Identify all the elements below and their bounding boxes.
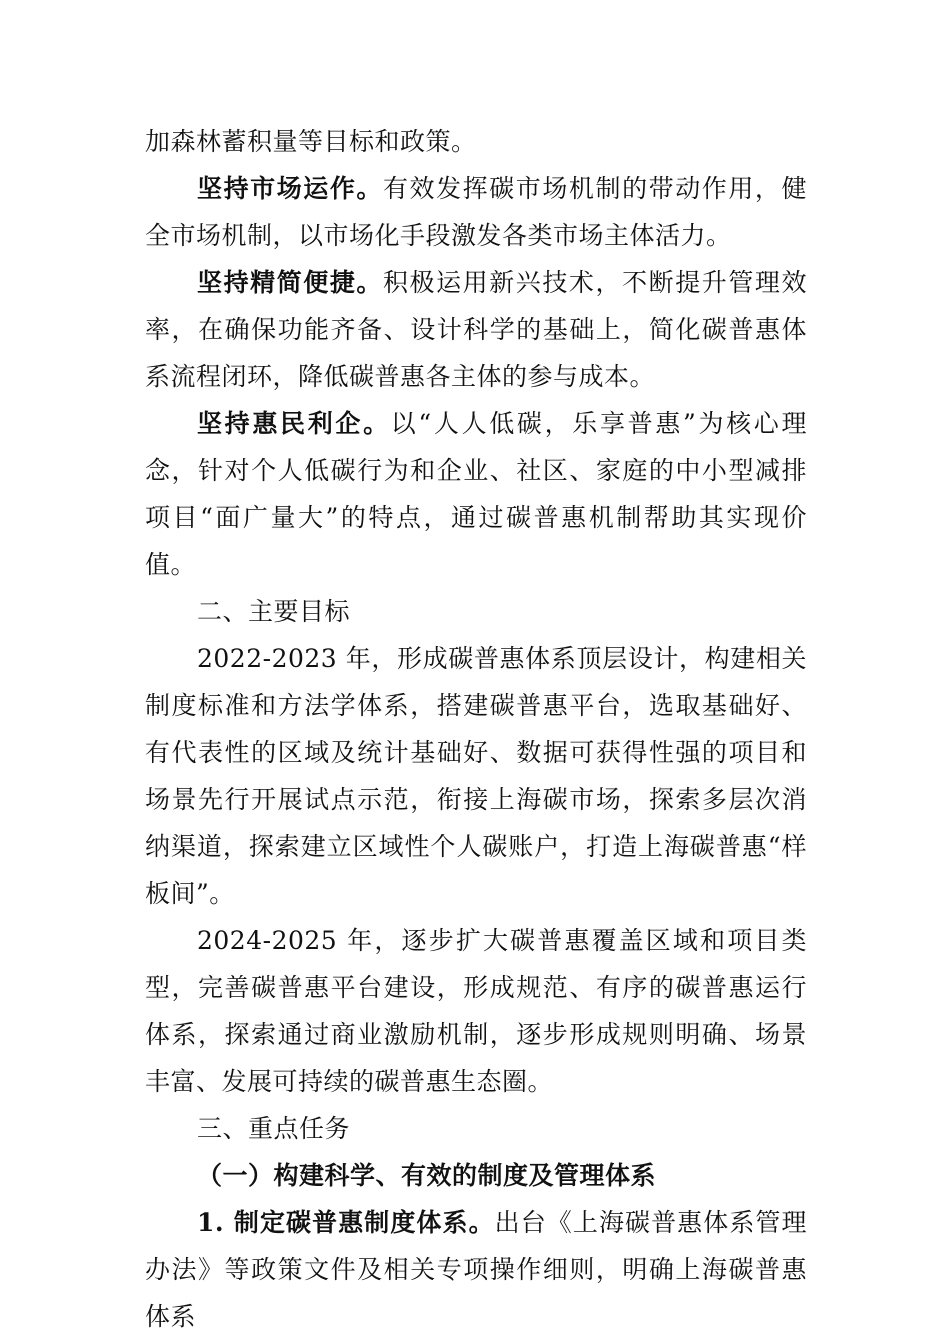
paragraph-lead: 1. 制定碳普惠制度体系。 (197, 1208, 495, 1237)
paragraph-text: 有效发挥碳市场机制的带动作用，健全市场机制，以市场化手段激发各类市场主体活力。 (145, 174, 807, 250)
paragraph-lead: 坚持精简便捷。 (197, 268, 383, 297)
paragraph-item-1 (145, 1199, 807, 1340)
paragraph-benefit (145, 400, 807, 588)
section-heading-tasks: 三、重点任务 (197, 1114, 351, 1143)
document-body (145, 118, 807, 1340)
subsection-heading: （一）构建科学、有效的制度及管理体系 (197, 1161, 657, 1190)
paragraph-market-operation (145, 165, 807, 259)
paragraph-goals-2024: 2024-2025 年，逐步扩大碳普惠覆盖区域和项目类型，完善碳普惠平台建设，形成规范、有序的碳普惠运行体系，探索通过商业激励机制，逐步形成规则明确、场景丰富、发展可持续的碳普惠生态圈。 (145, 926, 807, 1096)
paragraph-text: 积极运用新兴技术，不断提升管理效率，在确保功能齐备、设计科学的基础上，简化碳普惠体系流程闭环，降低碳普惠各主体的参与成本。 (145, 268, 807, 391)
paragraph-text: 以“人人低碳，乐享普惠”为核心理念，针对个人低碳行为和企业、社区、家庭的中小型减排项目“面广量大”的特点，通过碳普惠机制帮助其实现价值。 (145, 409, 807, 579)
paragraph-lead: 坚持市场运作。 (197, 174, 383, 203)
paragraph-text: 出台《上海碳普惠体系管理办法》等政策文件及相关专项操作细则，明确上海碳普惠体系 (145, 1208, 807, 1331)
paragraph-lead: 坚持惠民利企。 (197, 409, 391, 438)
paragraph-text: 加森林蓄积量等目标和政策。 (145, 127, 477, 156)
paragraph-simplicity (145, 259, 807, 400)
paragraph-goals-2022: 2022-2023 年，形成碳普惠体系顶层设计，构建相关制度标准和方法学体系，搭建碳普惠平台，选取基础好、有代表性的区域及统计基础好、数据可获得性强的项目和场景先行开展试点示范，衔接上海碳市场，探索多层次消纳渠道，探索建立区域性个人碳账户，打造上海碳普惠“样板间”。 (145, 644, 807, 908)
paragraph-continuation (145, 118, 807, 165)
section-heading-goals: 二、主要目标 (197, 597, 351, 626)
